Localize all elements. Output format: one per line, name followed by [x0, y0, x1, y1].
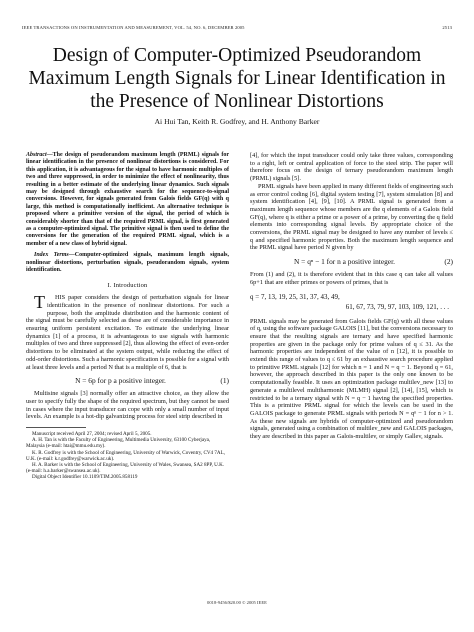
- abstract-lead: Abstract: [26, 152, 47, 158]
- section-heading-introduction: I. Introduction: [107, 281, 148, 289]
- page-number: 2513: [442, 25, 452, 30]
- footnote-received: Manuscript received April 27, 2004; revised April 5, 2005.: [32, 431, 152, 438]
- equation-1: [26, 376, 229, 385]
- paper-title: Design of Computer-Optimized Pseudorandom Maximum Length Signals for Linear Identification in the Presence of Nonlinear Distortions: [28, 45, 446, 112]
- left-column: [26, 152, 229, 481]
- abstract: [26, 152, 229, 248]
- index-terms-text: —Computer-optimized signals, maximum length signals, nonlinear distortions, perturbation signals, pseudorandom signals, system identification.: [26, 252, 229, 274]
- index-terms: [26, 252, 229, 274]
- intro-paragraph-1-text: HIS paper considers the design of perturbation signals for linear identification in the presence of nonlinear distortions. For such a purpose, both the amplitude distribution and the harmonic content of the signal must be carefully selected as these are of considerable importance in ensuring uniform persistent excitation. To estimate the underlying linear dynamics [1] of a process, it is advantageous to use signals with harmonic multiples of two and three suppressed [2], thus allowing the effect of even-order distortions to be eliminated at the system output, while reducing the effect of odd-order distortions. Such a harmonic specification is possible for a signal with at least three levels and a period N that is a multiple of 6, that is: [26, 294, 229, 371]
- q-sequence-line-1: q = 7, 13, 19, 25, 31, 37, 43, 49,: [250, 292, 340, 301]
- footnote-doi: Digital Object Identifier 10.1109/TIM.2005.858119: [32, 474, 138, 481]
- footnotes: [26, 431, 229, 481]
- intro-paragraph-2: Multisine signals [3] normally offer an attractive choice, as they allow the user to specify fully the shape of the required spectrum, but they cannot be used in cases where the input transducer can cope with only a small number of input levels. An example is a hot-dip galvanizing process for steel strip described in: [26, 390, 229, 421]
- copyright-footer: 0018-9456/$20.00 © 2005 IEEE: [207, 600, 267, 605]
- footnote-author-godfrey: K. R. Godfrey is with the School of Engineering, University of Warwick, Coventry, CV4 7AL, U.K. (e-mail: k.r.godfrey@warwick.ac.uk).: [26, 449, 225, 462]
- body-paragraph-prml: PRML signals have been applied in many different fields of engineering such as error control coding [6], digital system testing [7], system simulation [8] and system identification [4], [9], [10]. A PRML signal is generated from a maximum length sequence whose members are the q elements of a Galois field GF(q), where q is either a prime or a power of a prime, by converting the q field elements into corresponding signal levels. By appropriate choice of the conversions, the PRML signal may be designed to have any number of levels ≤ q and specified harmonic properties. Both the maximum length sequence and the PRML signal have period N given by: [250, 182, 453, 252]
- body-paragraph-continued: [4], for which the input transducer could only take three values, corresponding to a right, left or central application of force to the steel strip. The paper will therefore focus on the design of ternary pseudorandom maximum length (PRML) signals [5].: [250, 152, 453, 183]
- body-paragraph-q-values: From (1) and (2), it is therefore evident that in this case q can take all values 6p+1 that are either primes or powers of primes, that is: [250, 271, 453, 286]
- right-column: [250, 152, 453, 441]
- abstract-text: —The design of pseudorandom maximum length (PRML) signals for linear identification in the presence of nonlinear distortions is considered. For this application, it is advantageous for the signal to have harmonic multiples of two and three suppressed, in order to minimize the effect of nonlinearity, thus resulting in a better estimate of the underlying linear dynamics. Such signals may be designed through exhaustive search for the sequence-to-signal conversions. However, for signals generated from Galois fields GF(q) with q large, this method is computationally inefficient. An alternative technique is proposed where a primitive version of the signal, the period of which is considerably shorter than that of the required PRML signal, is first generated as a computer-optimized signal. The primitive signal is then used to define the conversions for the generation of the required PRML signal, which is a member of a new class of hybrid signal.: [26, 152, 229, 247]
- body-paragraph-galois: PRML signals may be generated from Galois fields GF(q) with all these values of q, using the software package GALOIS [11], but the conversions necessary to ensure that the resulting signals are ternary and have specified harmonic properties are given in the package only for prime values of q ≤ 31. As the harmonic properties are independent of the value of n [12], it is possible to extend this range of values to q ≤ 61 by an exhaustive search procedure applied to primitive PRML signals [12] for which n = 1 and N = q − 1. Beyond q = 61, however, the approach described in this paper is the only one known to be computationally feasible. It uses an optimization package multilev_new [13] to generate a multilevel multiharmonic (MLMH) signal [2], [14], [15], which is restricted to be a ternary signal with N = q − 1 having the specified properties. This is a primitive PRML signal for which the levels can be used in the GALOIS package to generate PRML signals with periods N = qⁿ − 1 for n > 1. As these new signals are hybrids of computer-optimized and pseudorandom signals, generated using a combination of multilev_new and GALOIS packages, they are described in this paper as Galois-multilev, or simply Gallev, signals.: [250, 317, 453, 441]
- q-sequence-line-2: 61, 67, 73, 79, 97, 103, 109, 121, . . .: [345, 302, 449, 311]
- footnote-author-barker: H. A. Barker is with the School of Engineering, University of Wales, Swansea, SA2 8PP, U.K. (e-mail: h.a.barker@swansea.ac.uk).: [26, 462, 225, 475]
- footnote-author-tan: A. H. Tan is with the Faculty of Engineering, Multimedia University, 63100 Cyberjaya, Malaysia (e-mail: htai@mmu.edu.my).: [26, 437, 211, 450]
- index-terms-lead: Index Terms: [34, 252, 69, 259]
- running-header: [22, 25, 452, 30]
- q-value-sequence: [250, 292, 453, 312]
- drop-cap: T: [34, 292, 45, 313]
- journal-info: IEEE TRANSACTIONS ON INSTRUMENTATION AND MEASUREMENT, VOL. 54, NO. 6, DECEMBER 2005: [22, 25, 245, 30]
- footnote-divider: [26, 427, 86, 428]
- author-list: Ai Hui Tan, Keith R. Godfrey, and H. Anthony Barker: [154, 117, 320, 126]
- equation-1-body: N = 6p for p a positive integer.: [75, 376, 166, 386]
- equation-1-number: (1): [220, 376, 229, 386]
- equation-2-body: N = qⁿ − 1 for n a positive integer.: [294, 257, 395, 267]
- equation-2-number: (2): [444, 257, 453, 267]
- intro-paragraph-1: [26, 294, 229, 371]
- equation-2: [250, 257, 453, 266]
